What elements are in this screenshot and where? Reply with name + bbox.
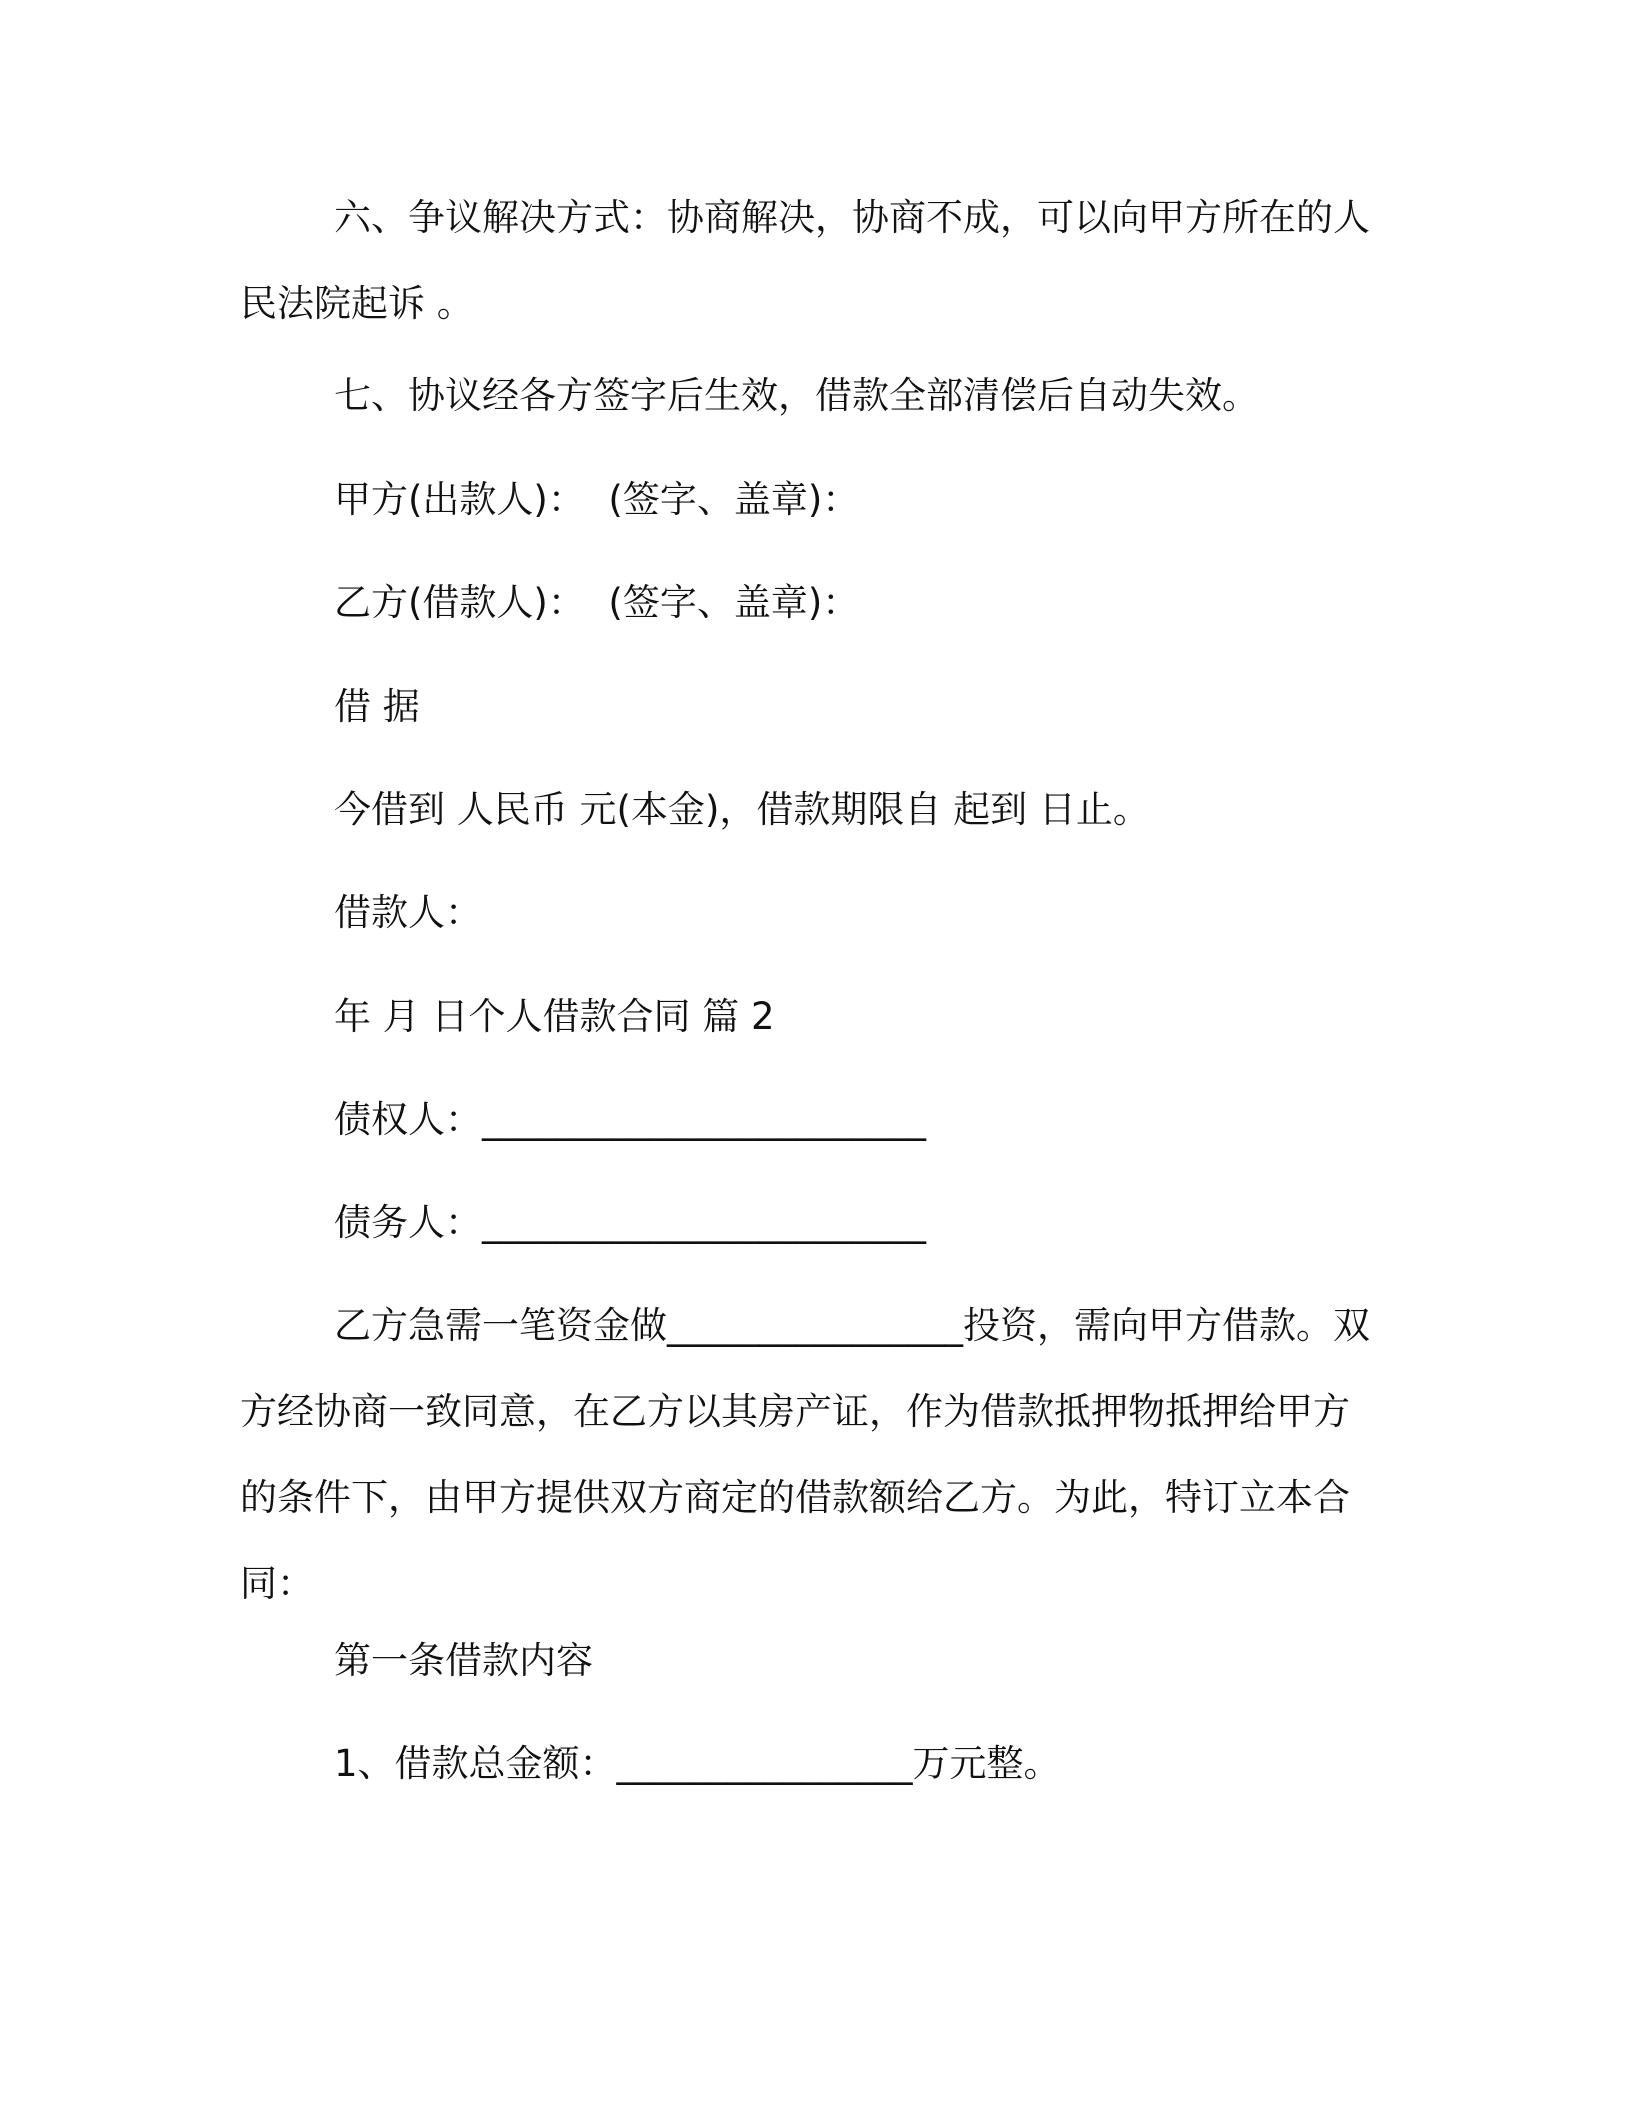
date-and-contract-heading: 年 月 日个人借款合同 篇 2 bbox=[334, 995, 775, 1038]
article-one-heading: 第一条借款内容 bbox=[334, 1639, 593, 1682]
party-a-signature-line: 甲方(出款人)： (签字、盖章)： bbox=[334, 478, 860, 521]
party-b-signature-line: 乙方(借款人)： (签字、盖章)： bbox=[334, 581, 860, 624]
debtor-line: 债务人：________________________ bbox=[334, 1201, 926, 1244]
iou-heading: 借 据 bbox=[334, 685, 420, 728]
clause-seven-effectiveness: 七、协议经各方签字后生效，借款全部清偿后自动失效。 bbox=[334, 374, 1259, 417]
borrower-line: 借款人： bbox=[334, 891, 482, 934]
creditor-line: 债权人：________________________ bbox=[334, 1098, 926, 1141]
loan-total-amount-line: 1、借款总金额：________________万元整。 bbox=[334, 1742, 1061, 1785]
clause-six-dispute-resolution: 六、争议解决方式：协商解决，协商不成，可以向甲方所在的人民法院起诉 。 bbox=[240, 196, 1370, 325]
iou-body: 今借到 人民币 元(本金)，借款期限自 起到 日止。 bbox=[334, 788, 1150, 831]
contract-preamble: 乙方急需一笔资金做________________投资，需向甲方借款。双方经协商一致同意，在乙方以其房产证，作为借款抵押物抵押给甲方的条件下，由甲方提供双方商定的借款额给乙方。为此，特订立本合同： bbox=[240, 1304, 1370, 1605]
